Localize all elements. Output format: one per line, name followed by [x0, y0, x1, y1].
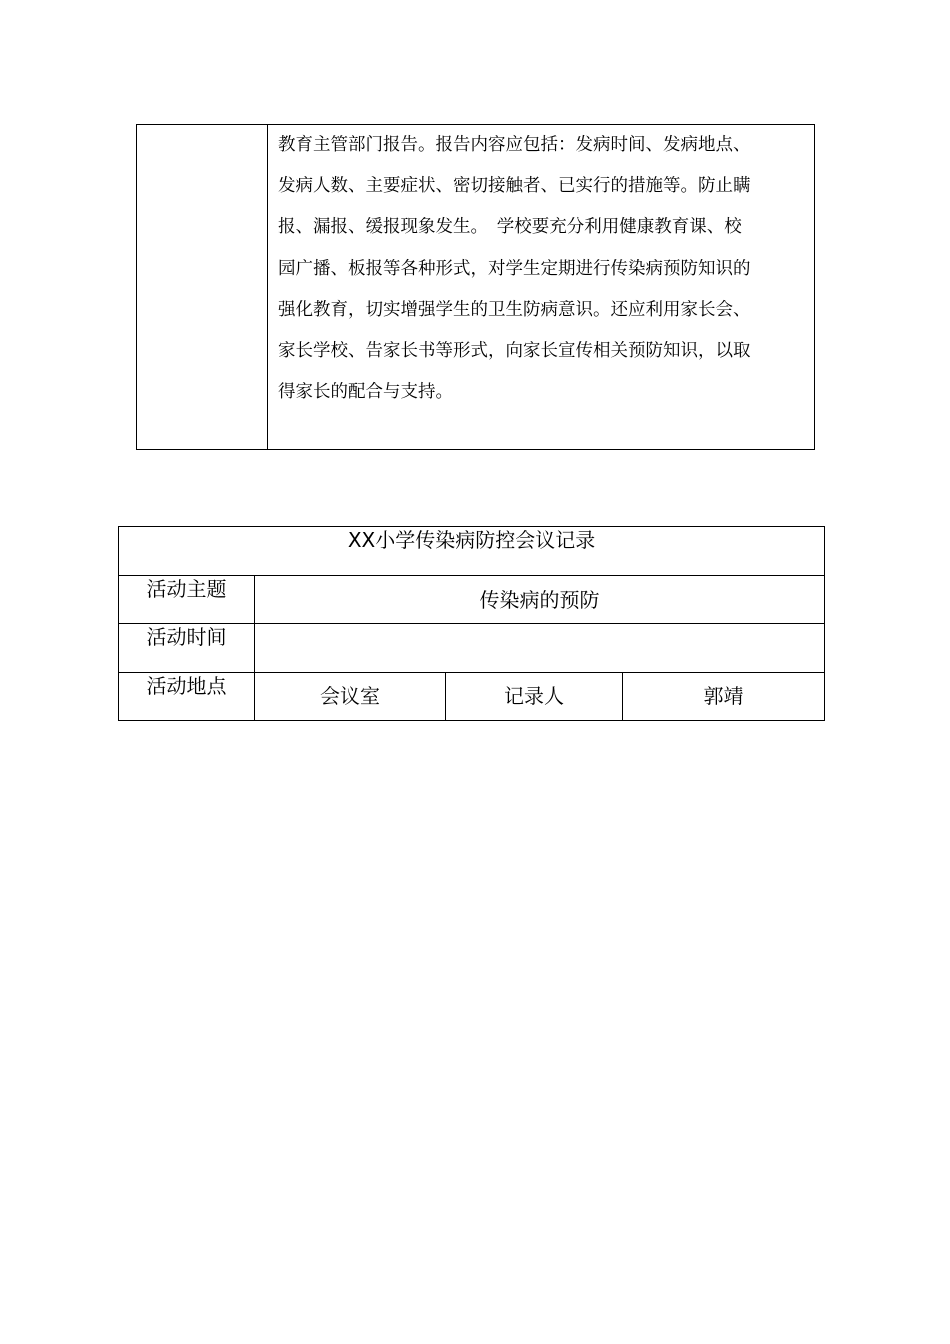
recorder-value: 郭靖 — [623, 672, 825, 720]
meeting-record-table — [118, 526, 825, 721]
continuation-left-cell — [137, 125, 268, 450]
body-line: 发病人数、主要症状、密切接触者、已实行的措施等。防止瞒 — [278, 176, 751, 197]
place-label: 活动地点 — [119, 672, 255, 720]
recorder-label: 记录人 — [446, 672, 623, 720]
topic-label: 活动主题 — [119, 576, 255, 624]
continuation-body-text — [278, 125, 806, 413]
body-line: 得家长的配合与支持。 — [278, 382, 453, 403]
body-line: 家长学校、告家长书等形式，向家长宣传相关预防知识，以取 — [278, 341, 751, 362]
meeting-title: XX小学传染病防控会议记录 — [119, 527, 825, 576]
place-value: 会议室 — [255, 672, 446, 720]
topic-value: 传染病的预防 — [255, 576, 825, 624]
time-value — [255, 624, 825, 672]
time-label: 活动时间 — [119, 624, 255, 672]
continuation-table — [136, 124, 815, 450]
continuation-body-cell — [268, 125, 815, 450]
body-line: 强化教育，切实增强学生的卫生防病意识。还应利用家长会、 — [278, 299, 751, 320]
body-line: 教育主管部门报告。报告内容应包括：发病时间、发病地点、 — [278, 135, 751, 155]
body-line: 报、漏报、缓报现象发生。 学校要充分利用健康教育课、校 — [278, 217, 742, 238]
body-line: 园广播、板报等各种形式，对学生定期进行传染病预防知识的 — [278, 258, 751, 279]
